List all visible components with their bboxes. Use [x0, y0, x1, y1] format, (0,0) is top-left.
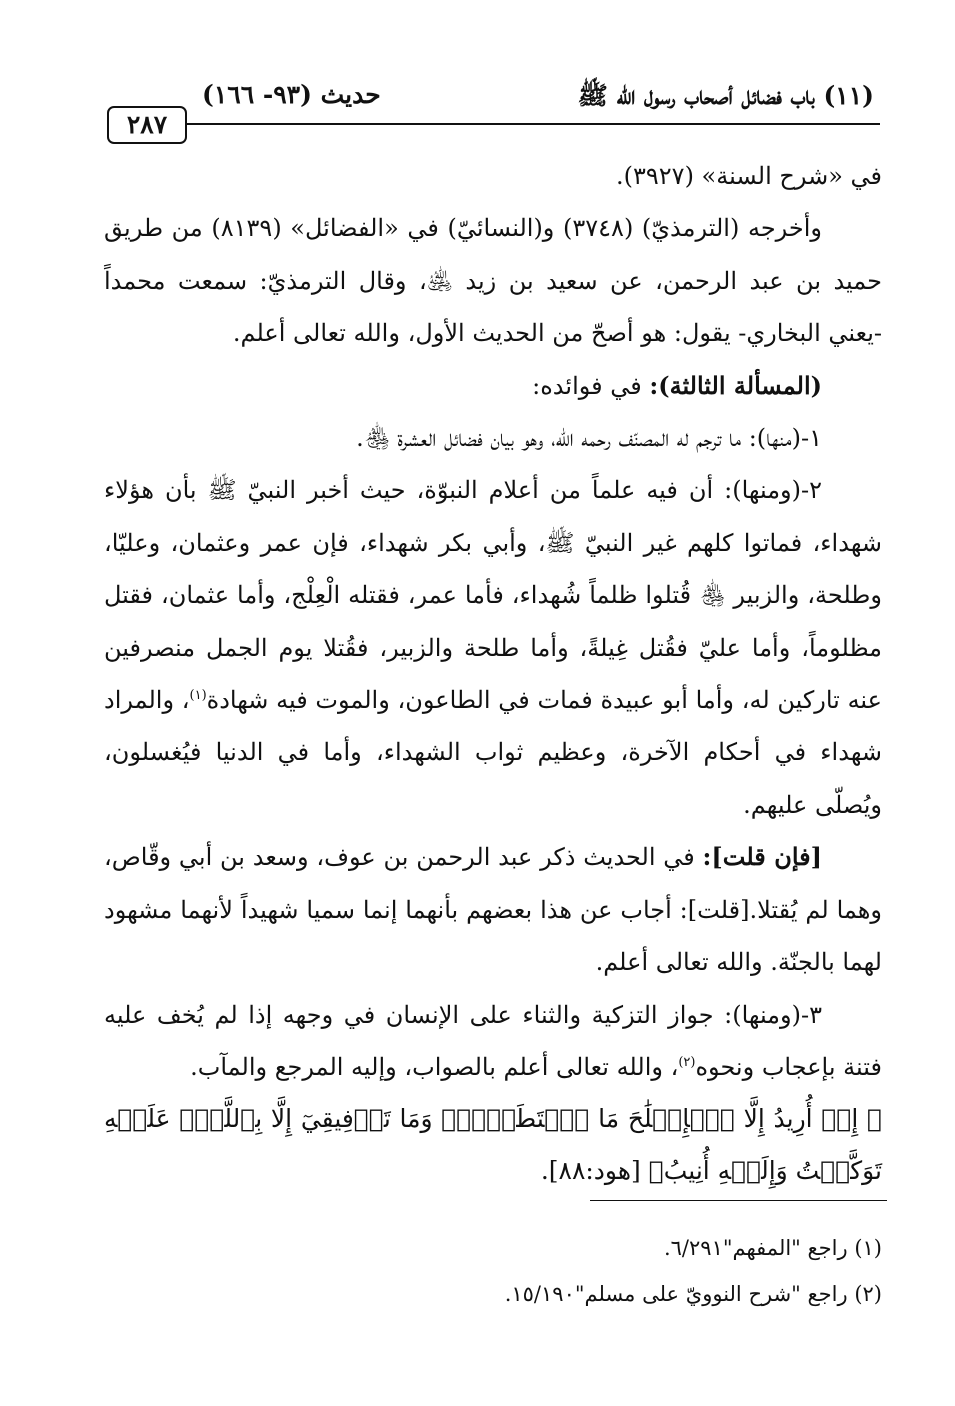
quran-verse-paragraph — [104, 1093, 882, 1197]
chapter-title: (١١) باب فضائل أصحاب رسول الله ﷺ — [577, 81, 874, 110]
footnote-marker-1: (١) — [189, 688, 207, 704]
paragraph-benefit-3 — [104, 989, 882, 1094]
paragraph-objection — [104, 831, 882, 988]
header-rule — [180, 123, 880, 125]
footnote-2: (٢) راجع "شرح النوويّ على مسلم"١٥/١٩٠. — [504, 1282, 882, 1306]
benefit-3-text: ٣-(ومنها): جواز التزكية والثناء على الإنسان في وجهه إذا لم يُخف عليه فتنة بإعجاب ونحوه — [104, 1000, 882, 1081]
footnotes — [300, 1225, 882, 1317]
paragraph-citation: في «شرح السنة» (٣٩٢٧). — [616, 162, 882, 190]
paragraph-third-issue — [104, 360, 882, 412]
hadith-range: حديث (٩٣- ١٦٦) — [202, 80, 381, 109]
paragraph-benefit-1: ١-(منها): ما ترجم له المصنّف رحمه الله، وهو بيان فضائل العشرة ﵃. — [356, 424, 822, 453]
objection-label: [فإن قلت]: — [702, 842, 822, 872]
body-text — [104, 150, 882, 1197]
running-header — [110, 78, 880, 122]
third-issue-heading: (المسألة الثالثة): — [649, 370, 822, 400]
footnote-rule — [590, 1200, 887, 1201]
benefit-3-text-cont: ، والله تعالى أعلم بالصواب، وإليه المرجع والمآب. — [190, 1052, 679, 1081]
quran-verse: ﴿ إِنۡ أُرِيدُ إِلَّا ٱلۡإِصۡلَٰحَ مَا ٱسۡتَطَعۡتُۚ وَمَا تَوۡفِيقِيٓ إِلَّا بِٱللَّهِۚ عَلَيۡهِ تَوَكَّلۡتُ وَإِلَيۡهِ أُنِيبُ﴾ — [104, 1104, 882, 1186]
benefit-2-text-cont: ، والمراد شهداء في أحكام الآخرة، وعظيم ثواب الشهداء، وأما في الدنيا فيُغسلون، ويُصلّى عليهم. — [104, 686, 882, 819]
paragraph-benefit-2 — [104, 464, 882, 831]
benefit-2-text: ٢-(ومنها): أن فيه علماً من أعلام النبوّة، حيث أخبر النبيّ ﷺ بأن هؤلاء شهداء، فماتوا كلهم غير النبيّ ﷺ، وأبي بكر شهداء، فإن عمر وعثمان، وعليّا، وطلحة، والزبير ﵃ قُتلوا ظلماً شُهداء، فأما عمر، فقتله الْعِلْج، وأما عثمان، فقتل مظلوماً، وأما عليّ فقُتل غِيلةً، وأما طلحة والزبير، فقُتلا يوم الجمل منصرفين عنه تاركين له، وأما أبو عبيدة فمات في الطاعون، والموت فيه شهادة — [104, 476, 882, 715]
objection-text: في الحديث ذكر عبد الرحمن بن عوف، وسعد بن أبي وقّاص، وهما لم يُقتلا.[قلت]: أجاب عن هذا بعضهم بأنهما إنما سميا شهيداً لأنهما مشهود لهما بالجنّة. والله تعالى أعلم. — [104, 843, 882, 977]
footnote-marker-2: (٢) — [678, 1054, 696, 1070]
paragraph-takhrij: وأخرجه (الترمذيّ) (٣٧٤٨) و(النسائيّ) في «الفضائل» (٨١٣٩) من طريق حميد بن عبد الرحمن، عن سعيد بن زيد ﵁، وقال الترمذيّ: سمعت محمداً -يعني البخاري- يقول: هو أصحّ من الحديث الأول، والله تعالى أعلم. — [104, 214, 882, 348]
quran-reference: [هود:٨٨]. — [540, 1156, 649, 1186]
footnote-1: (١) راجع "المفهم"٦/٢٩١. — [663, 1236, 882, 1260]
page-number: ٢٨٧ — [107, 106, 187, 144]
third-issue-text: في فوائده: — [532, 371, 650, 400]
